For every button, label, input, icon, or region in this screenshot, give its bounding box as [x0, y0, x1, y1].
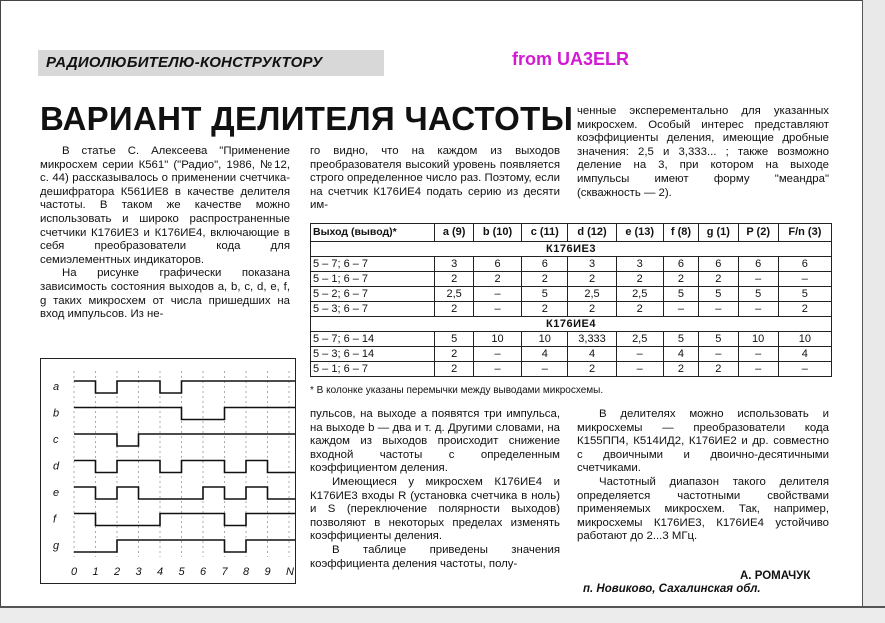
author-name: А. РОМАЧУК — [740, 570, 811, 582]
table-cell: – — [778, 362, 831, 377]
bottom-margin-strip — [0, 606, 885, 623]
table-header-cell: d (12) — [568, 224, 616, 242]
table-cell: 2 — [663, 272, 698, 287]
table-cell: – — [473, 302, 521, 317]
table-header-cell: c (11) — [522, 224, 568, 242]
table-row — [311, 272, 832, 287]
table-header-cell: F/n (3) — [778, 224, 831, 242]
table-cell: 5 — [663, 287, 698, 302]
article-title: ВАРИАНТ ДЕЛИТЕЛЯ ЧАСТОТЫ — [40, 100, 574, 137]
table-cell: 10 — [738, 332, 778, 347]
section-title: РАДИОЛЮБИТЕЛЮ-КОНСТРУКТОРУ — [46, 54, 323, 71]
table-cell: 2,5 — [616, 287, 663, 302]
table-header-cell: a (9) — [435, 224, 474, 242]
table-cell: 6 — [663, 257, 698, 272]
table-row — [311, 362, 832, 377]
table-cell: – — [738, 347, 778, 362]
watermark: from UA3ELR — [512, 49, 630, 69]
col2-top-paragraph: го видно, что на каждом из выходов преобразователя высокий уровень появляется строго определенное число раз. Поэтому, если на счетчик К176ИЕ4 подать серию из десяти им- — [310, 145, 560, 212]
col1-paragraph-1: В статье С. Алексеева "Применение микросхем серии К561" ("Радио", 1986, №12, с. 44) рассказывалось о применении счетчика-дешифратора К561ИЕ8 в качестве делителя частоты. В таком же качестве можно использовать и широко распространенные счетчики К176ИЕ3 и К176ИЕ4, включающие в себя преобразователи кода для семиэлементных индикаторов. — [40, 145, 290, 266]
table-group-row — [311, 317, 832, 332]
table-cell: 5 — [699, 287, 739, 302]
axis-tick-label: 5 — [178, 566, 185, 578]
table-cell: 5 — [778, 287, 831, 302]
table-cell: 2 — [699, 272, 739, 287]
table-header-cell: f (8) — [663, 224, 698, 242]
table-header-cell: P (2) — [738, 224, 778, 242]
table-group-label: К176ИЕ4 — [311, 317, 832, 332]
column-2-top — [310, 145, 560, 213]
table-cell: 2 — [699, 362, 739, 377]
table-cell: 2 — [522, 302, 568, 317]
table-cell: 5 – 3; 6 – 7 — [311, 302, 435, 317]
table-cell: 2 — [522, 272, 568, 287]
table-cell: – — [738, 272, 778, 287]
table-cell: 4 — [663, 347, 698, 362]
signal-label: a — [53, 381, 60, 393]
table-header-cell: g (1) — [699, 224, 739, 242]
table-group-row — [311, 242, 832, 257]
col2-bottom-paragraph-2: Имеющиеся у микросхем К176ИЕ4 и К176ИЕ3 входы R (установка счетчика в ноль) и S (переключение полярности выходов) позволяют в некоторых пределах изменять коэффициенты деления. — [310, 475, 560, 543]
table-header-cell: e (13) — [616, 224, 663, 242]
table-cell: 10 — [473, 332, 521, 347]
table-cell: 5 – 1; 6 – 7 — [311, 272, 435, 287]
table-cell: – — [473, 287, 521, 302]
axis-tick-label: 8 — [243, 566, 250, 578]
col2-bottom-paragraph-3: В таблице приведены значения коэффициента деления частоты, полу- — [310, 543, 560, 570]
table-cell: 2 — [616, 272, 663, 287]
axis-tick-label: 4 — [157, 566, 164, 578]
waveform-a — [74, 381, 295, 393]
table-cell: 2 — [435, 347, 474, 362]
table-cell: 2 — [435, 272, 474, 287]
table-cell: 6 — [778, 257, 831, 272]
table-body — [311, 242, 832, 377]
table-footnote: * В колонке указаны перемычки между выводами микросхемы. — [310, 385, 604, 396]
timing-diagram-svg — [41, 359, 297, 585]
axis-tick-label: 1 — [92, 566, 99, 578]
table-cell: – — [522, 362, 568, 377]
table-cell: 3 — [435, 257, 474, 272]
col2-bottom-paragraph-1: пульсов, на выходе a появятся три импульса, на выходе b — два и т. д. Другими словами, на каждом из выходов происходит снижение входной частоты с определенным коэффициентом деления. — [310, 408, 560, 475]
col3-top-paragraph: ченные эксперементально для указанных микросхем. Особый интерес представляют коэффициенты деления, имеющие дробные значения: 2,5 и 3,333... ; также возможно деление на 3, при котором на выходе импульсы имеют форму "меандра" (скважность — 2). — [577, 105, 829, 199]
table-cell: 2 — [663, 362, 698, 377]
signal-label: g — [53, 540, 60, 552]
signal-label: f — [53, 513, 57, 526]
table-cell: – — [778, 272, 831, 287]
table-cell: 3 — [616, 257, 663, 272]
table-header-cell: b (10) — [473, 224, 521, 242]
signal-label: c — [53, 434, 59, 446]
table-cell: 5 — [663, 332, 698, 347]
table-cell: – — [616, 362, 663, 377]
table-cell: 10 — [522, 332, 568, 347]
table-row — [311, 287, 832, 302]
table-cell: 6 — [699, 257, 739, 272]
author-location: п. Новиково, Сахалинская обл. — [583, 583, 761, 595]
table-cell: 3 — [568, 257, 616, 272]
waveform-f — [74, 514, 295, 526]
signal-label: e — [53, 487, 60, 499]
waveform-c — [74, 434, 295, 446]
table-cell: 2,5 — [435, 287, 474, 302]
table-cell: 2 — [435, 302, 474, 317]
column-3-top — [577, 105, 829, 200]
table-cell: 5 — [522, 287, 568, 302]
table-cell: 5 – 3; 6 – 14 — [311, 347, 435, 362]
table-cell: 2 — [568, 362, 616, 377]
table-cell: – — [663, 302, 698, 317]
table-cell: 2 — [473, 272, 521, 287]
axis-tick-label: 2 — [114, 566, 121, 578]
waveform-d — [74, 461, 295, 473]
table-cell: 2 — [568, 272, 616, 287]
axis-tick-label: 9 — [264, 566, 271, 578]
waveform-g — [74, 540, 295, 552]
table-cell: 3,333 — [568, 332, 616, 347]
table-header-cell: Выход (вывод)* — [311, 224, 435, 242]
table-cell: 5 – 7; 6 – 7 — [311, 257, 435, 272]
table-cell: 6 — [473, 257, 521, 272]
timing-diagram — [40, 358, 296, 584]
table-cell: 2 — [568, 302, 616, 317]
table-cell: 5 — [435, 332, 474, 347]
table-cell: – — [699, 347, 739, 362]
table-cell: 2 — [435, 362, 474, 377]
table-cell: – — [616, 347, 663, 362]
table-cell: 6 — [522, 257, 568, 272]
table-cell: – — [473, 362, 521, 377]
column-1 — [40, 145, 290, 322]
table-cell: – — [699, 302, 739, 317]
table-row — [311, 347, 832, 362]
table-cell: 2,5 — [568, 287, 616, 302]
table-row — [311, 332, 832, 347]
table-cell: 10 — [778, 332, 831, 347]
waveform-b — [74, 408, 295, 420]
table-row — [311, 302, 832, 317]
right-margin-strip — [862, 0, 885, 623]
table-cell: – — [738, 362, 778, 377]
signal-label: b — [53, 407, 60, 420]
division-ratio-table — [310, 223, 832, 377]
axis-tick-label: 0 — [71, 566, 78, 578]
table-cell: 2,5 — [616, 332, 663, 347]
table-cell: 4 — [568, 347, 616, 362]
waveform-e — [74, 487, 295, 499]
table-cell: – — [473, 347, 521, 362]
axis-tick-label: 6 — [200, 566, 207, 578]
axis-tick-label: N — [286, 566, 294, 578]
table-cell: 5 — [699, 332, 739, 347]
table-cell: 5 — [738, 287, 778, 302]
table-row — [311, 257, 832, 272]
table-cell: 6 — [738, 257, 778, 272]
table-cell: 4 — [522, 347, 568, 362]
axis-tick-label: 7 — [221, 566, 228, 578]
column-3-bottom — [577, 408, 829, 544]
col3-bottom-paragraph-1: В делителях можно использовать и микросхемы — преобразователи кода К155ПП4, К514ИД2, К176ИЕ2 и др. совместно с двоичными и двоично-десятичными счетчиками. — [577, 408, 829, 475]
table-cell: 5 – 7; 6 – 14 — [311, 332, 435, 347]
table-cell: 2 — [616, 302, 663, 317]
table-cell: 2 — [778, 302, 831, 317]
table-group-label: К176ИЕ3 — [311, 242, 832, 257]
col3-bottom-paragraph-2: Частотный диапазон такого делителя определяется частотными свойствами применяемых микросхем. Так, например, микросхемы К176ИЕ3, К176ИЕ4 устойчиво работают до 2...3 МГц. — [577, 475, 829, 543]
table-cell: 5 – 2; 6 – 7 — [311, 287, 435, 302]
table-cell: 4 — [778, 347, 831, 362]
col1-paragraph-2: На рисунке графически показана зависимость состояния выходов a, b, c, d, e, f, g таких микросхем от числа пришедших на вход импульсов. Из не- — [40, 267, 290, 321]
table-cell: 5 – 1; 6 – 7 — [311, 362, 435, 377]
axis-tick-label: 3 — [135, 566, 142, 578]
signal-label: d — [53, 460, 60, 473]
table-header-row — [311, 224, 832, 242]
table-cell: – — [738, 302, 778, 317]
column-2-bottom — [310, 408, 560, 571]
